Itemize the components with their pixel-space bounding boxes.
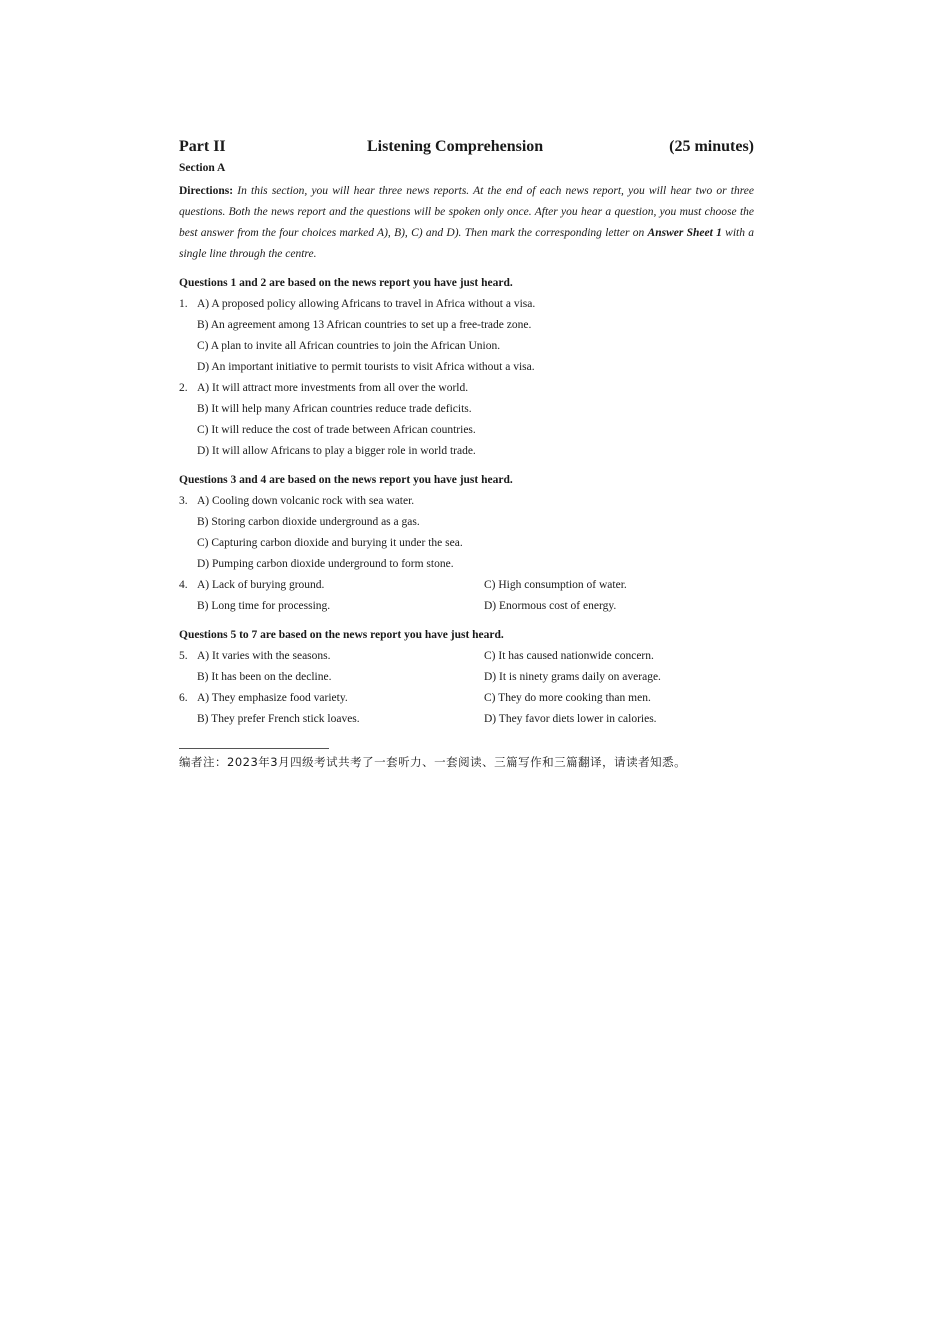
- option-a: A) It varies with the seasons.: [197, 650, 331, 662]
- question-2: [179, 378, 754, 462]
- question-group-heading: Questions 3 and 4 are based on the news report you have just heard.: [179, 474, 513, 486]
- option-c: C) A plan to invite all African countries to join the African Union.: [197, 340, 501, 352]
- editor-footnote: 编者注：2023年3月四级考试共考了一套听力、一套阅读、三篇写作和三篇翻译，请读者知悉。: [179, 755, 687, 769]
- option-b: B) It will help many African countries reduce trade deficits.: [197, 403, 472, 415]
- option-b: B) Long time for processing.: [197, 600, 331, 612]
- option-d: D) They favor diets lower in calories.: [484, 713, 657, 725]
- directions-text-after: with a single line through the centre.: [179, 227, 754, 260]
- option-d: D) Pumping carbon dioxide underground to form stone.: [197, 558, 454, 570]
- option-d: D) It will allow Africans to play a bigger role in world trade.: [197, 445, 476, 457]
- question-number: 6.: [179, 692, 188, 704]
- part-time: (25 minutes): [669, 138, 754, 155]
- answer-sheet-ref: Answer Sheet 1: [647, 227, 722, 239]
- options-row: [179, 575, 754, 596]
- question-number: 4.: [179, 579, 188, 591]
- directions: [179, 181, 754, 265]
- part-title: Listening Comprehension: [367, 138, 544, 155]
- part-header: [179, 138, 754, 160]
- option-d: D) An important initiative to permit tourists to visit Africa without a visa.: [197, 361, 535, 373]
- question-1: [179, 294, 754, 378]
- option-d: D) It is ninety grams daily on average.: [484, 671, 661, 683]
- exam-page: [179, 138, 754, 771]
- question-group-heading: Questions 5 to 7 are based on the news report you have just heard.: [179, 629, 504, 641]
- options-row: [179, 709, 754, 730]
- section-label: Section A: [179, 162, 226, 174]
- option-b: B) They prefer French stick loaves.: [197, 713, 360, 725]
- question-4: [179, 575, 754, 617]
- option-c: C) High consumption of water.: [484, 579, 627, 591]
- directions-text-before: In this section, you will hear three news reports. At the end of each news report, you will hear two or three questions. Both the news report and the questions will be spoken only once. After you hear a question, you must choose the best answer from the four choices marked A), B), C) and D). Then mark the corresponding letter on: [179, 185, 754, 239]
- options-row: [179, 646, 754, 667]
- question-number: 3.: [179, 495, 188, 507]
- question-number: 5.: [179, 650, 188, 662]
- question-number: 2.: [179, 382, 188, 394]
- option-a: A) It will attract more investments from all over the world.: [197, 382, 469, 394]
- question-6: [179, 688, 754, 730]
- options-row: [179, 596, 754, 617]
- option-c: C) They do more cooking than men.: [484, 692, 651, 704]
- option-a: A) A proposed policy allowing Africans to travel in Africa without a visa.: [197, 298, 536, 310]
- question-number: 1.: [179, 298, 188, 310]
- question-3: [179, 491, 754, 575]
- directions-label: Directions:: [179, 185, 234, 197]
- footnote-divider: [179, 748, 329, 749]
- question-group-heading: Questions 1 and 2 are based on the news report you have just heard.: [179, 277, 513, 289]
- option-c: C) It will reduce the cost of trade between African countries.: [197, 424, 476, 436]
- option-c: C) It has caused nationwide concern.: [484, 650, 654, 662]
- options-row: [179, 667, 754, 688]
- option-a: A) Lack of burying ground.: [197, 579, 325, 591]
- option-a: A) Cooling down volcanic rock with sea water.: [197, 495, 415, 507]
- option-c: C) Capturing carbon dioxide and burying it under the sea.: [197, 537, 463, 549]
- option-b: B) An agreement among 13 African countries to set up a free-trade zone.: [197, 319, 532, 331]
- question-5: [179, 646, 754, 688]
- option-a: A) They emphasize food variety.: [197, 692, 348, 704]
- part-label: Part II: [179, 138, 226, 155]
- options-row: [179, 688, 754, 709]
- option-d: D) Enormous cost of energy.: [484, 600, 617, 612]
- option-b: B) It has been on the decline.: [197, 671, 332, 683]
- option-b: B) Storing carbon dioxide underground as a gas.: [197, 516, 420, 528]
